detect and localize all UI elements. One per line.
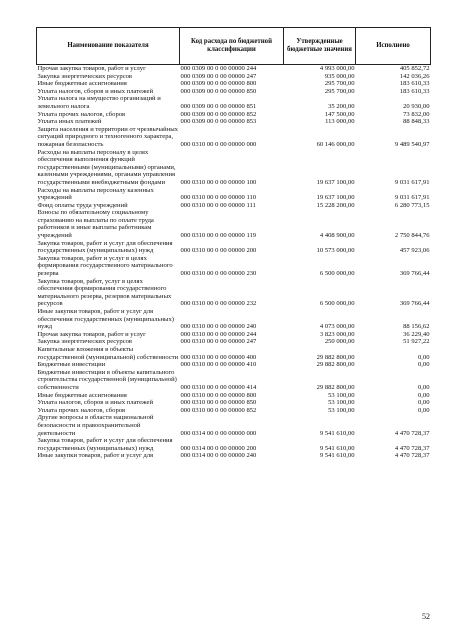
table-row xyxy=(37,399,431,407)
table-row xyxy=(37,308,431,331)
row-indicator-name: Фонд оплаты труда учреждений xyxy=(37,201,128,209)
row-budget-code: 000 0310 00 0 00 00000 119 xyxy=(180,232,257,240)
table-row xyxy=(37,202,431,210)
table-row xyxy=(37,240,431,255)
row-indicator-name: Закупка товаров, работ и услуг для обеспечения государственных (муниципальных) нужд xyxy=(37,239,173,255)
row-budget-code: 000 0310 00 0 00 00000 244 xyxy=(180,330,257,338)
header-budget-code: Код расхода по бюджетной классификации xyxy=(180,28,284,65)
row-budget-code: 000 0310 00 0 00 00000 410 xyxy=(180,361,257,369)
row-executed-value: 4 470 728,37 xyxy=(394,429,430,437)
table-header-row xyxy=(37,28,431,65)
row-approved-value: 295 700,00 xyxy=(324,87,355,95)
row-indicator-name: Взносы по обязательному социальному страхованию на выплаты по оплате труда работников и иные выплаты работникам учреждений xyxy=(37,209,154,240)
table-row xyxy=(37,331,431,339)
row-executed-value: 73 832,00 xyxy=(403,110,430,118)
row-indicator-name: Уплата налогов, сборов и иных платежей xyxy=(37,399,153,407)
row-approved-value: 35 200,00 xyxy=(328,102,355,110)
row-executed-value: 0,00 xyxy=(417,361,430,369)
table-row xyxy=(37,369,431,392)
row-executed-value: 2 750 844,76 xyxy=(394,232,430,240)
row-budget-code: 000 0310 00 0 00 00000 232 xyxy=(180,300,257,308)
row-indicator-name: Закупка товаров, работ и услуг для обеспечения государственных (муниципальных) нужд xyxy=(37,437,173,452)
row-executed-value: 6 280 773,15 xyxy=(394,201,430,209)
row-approved-value: 4 993 000,00 xyxy=(284,65,356,73)
header-indicator-name: Наименование показателя xyxy=(37,28,180,65)
table-row xyxy=(37,88,431,96)
budget-execution-table xyxy=(36,27,431,460)
row-approved-value: 935 000,00 xyxy=(324,72,355,80)
row-indicator-name: Закупка товаров, работ, услуг в целях обеспечения формирования государственного материального резерва, резервов материальных ресурсов xyxy=(37,277,172,308)
table-row xyxy=(37,126,431,149)
row-budget-code: 000 0314 00 0 00 00000 240 xyxy=(180,452,257,460)
row-approved-value: 29 882 800,00 xyxy=(316,353,355,361)
table-row xyxy=(37,414,431,437)
table-row xyxy=(37,407,431,415)
row-executed-value: 9 031 617,91 xyxy=(394,178,430,186)
row-approved-value: 9 541 610,00 xyxy=(319,444,355,452)
row-indicator-name: Уплата прочих налогов, сборов xyxy=(37,406,126,414)
row-approved-value: 15 228 200,00 xyxy=(316,201,355,209)
row-executed-value: 51 927,22 xyxy=(403,338,430,346)
row-budget-code: 000 0310 00 0 00 00000 111 xyxy=(180,201,256,209)
table-row xyxy=(37,111,431,119)
row-budget-code: 000 0310 00 0 00 00000 247 xyxy=(180,338,257,346)
row-budget-code: 000 0314 00 0 00 00000 000 xyxy=(180,429,257,437)
row-indicator-name: Уплата иных платежей xyxy=(37,118,102,126)
row-indicator-name: Закупка энергетических ресурсов xyxy=(37,72,133,80)
row-indicator-name: Уплата прочих налогов, сборов xyxy=(37,110,126,118)
row-budget-code: 000 0310 00 0 00 00000 240 xyxy=(180,323,257,331)
row-approved-value: 295 700,00 xyxy=(324,80,355,88)
row-executed-value: 9 489 540,97 xyxy=(394,140,430,148)
row-executed-value: 142 036,26 xyxy=(399,72,430,80)
row-budget-code: 000 0310 00 0 00 00000 230 xyxy=(180,270,257,278)
table-row xyxy=(37,95,431,110)
row-approved-value: 53 100,00 xyxy=(328,399,355,407)
row-indicator-name: Другие вопросы в области национальной безопасности и правоохранительной деятельности xyxy=(37,414,154,437)
row-indicator-name: Закупка товаров, работ и услуг в целях формирования государственного материального резерва xyxy=(37,254,173,278)
table-row xyxy=(37,65,431,73)
row-approved-value: 3 823 000,00 xyxy=(319,330,355,338)
row-executed-value: 0,00 xyxy=(417,383,430,391)
row-indicator-name: Расходы на выплаты персоналу казенных учреждений xyxy=(37,186,154,202)
row-approved-value: 250 000,00 xyxy=(324,338,355,346)
row-executed-value: 183 610,33 xyxy=(399,87,430,95)
row-budget-code: 000 0310 00 0 00 00000 852 xyxy=(180,406,257,414)
row-budget-code: 000 0310 00 0 00 00000 414 xyxy=(180,383,257,391)
row-indicator-name: Бюджетные инвестиции xyxy=(37,361,106,369)
row-budget-code: 000 0309 00 0 00 00000 852 xyxy=(180,110,257,118)
table-row xyxy=(37,361,431,369)
row-budget-code: 000 0309 00 0 00 00000 800 xyxy=(180,80,257,88)
row-approved-value: 19 637 100,00 xyxy=(316,178,355,186)
row-indicator-name: Защита населения и территории от чрезвычайных ситуаций природного и техногенного характера, пожарная безопасность xyxy=(37,125,178,148)
table-row xyxy=(37,452,431,460)
row-budget-code: 000 0310 00 0 00 00000 100 xyxy=(180,178,257,186)
table-row xyxy=(37,149,431,187)
row-approved-value: 9 541 610,00 xyxy=(319,452,355,460)
row-approved-value: 53 100,00 xyxy=(328,391,355,399)
row-budget-code: 000 0310 00 0 00 00000 400 xyxy=(180,353,257,361)
row-approved-value: 9 541 610,00 xyxy=(319,429,355,437)
row-approved-value: 6 500 000,00 xyxy=(319,270,355,278)
row-budget-code: 000 0310 00 0 00 00000 000 xyxy=(180,140,257,148)
row-approved-value: 6 500 000,00 xyxy=(319,300,355,308)
row-budget-code: 000 0310 00 0 00 00000 800 xyxy=(180,391,257,399)
row-executed-value: 88 156,62 xyxy=(403,323,430,331)
row-approved-value: 147 500,00 xyxy=(324,110,355,118)
table-row xyxy=(37,80,431,88)
row-executed-value: 9 031 617,91 xyxy=(394,194,430,202)
row-executed-value: 36 229,40 xyxy=(403,330,430,338)
row-executed-value: 457 923,06 xyxy=(399,247,430,255)
table-row xyxy=(37,73,431,81)
row-budget-code: 000 0309 00 0 00 00000 850 xyxy=(180,87,257,95)
row-executed-value: 20 930,00 xyxy=(403,102,430,110)
row-executed-value: 369 766,44 xyxy=(399,300,430,308)
row-budget-code: 000 0310 00 0 00 00000 850 xyxy=(180,399,257,407)
row-approved-value: 10 573 000,00 xyxy=(316,247,355,255)
row-approved-value: 113 000,00 xyxy=(325,118,355,126)
row-indicator-name: Капитальные вложения в объекты государственной (муниципальной) собственности xyxy=(37,345,179,361)
header-executed: Исполнено xyxy=(356,28,431,65)
row-executed-value: 4 470 728,37 xyxy=(394,444,430,452)
row-budget-code: 000 0310 00 0 00 00000 110 xyxy=(180,194,257,202)
row-approved-value: 60 146 000,00 xyxy=(316,140,355,148)
table-row xyxy=(37,187,431,202)
row-executed-value: 369 766,44 xyxy=(399,270,430,278)
table-body xyxy=(37,65,431,460)
row-indicator-name: Иные бюджетные ассигнования xyxy=(37,80,127,88)
row-indicator-name: Расходы на выплаты персоналу в целях обеспечения выполнения функций государственными (муниципальными) органами, казенными учреждениями, органами управления государственными внебюджетными фондами xyxy=(37,148,176,186)
row-approved-value: 19 637 100,00 xyxy=(316,194,355,202)
row-indicator-name: Иные закупки товаров, работ и услуг для xyxy=(37,452,154,460)
table-row xyxy=(37,338,431,346)
row-budget-code: 000 0309 00 0 00 00000 244 xyxy=(180,65,284,73)
row-approved-value: 4 408 900,00 xyxy=(319,232,355,240)
row-indicator-name: Иные бюджетные ассигнования xyxy=(37,391,127,399)
row-executed-value: 4 470 728,37 xyxy=(394,452,430,460)
table-row xyxy=(37,346,431,361)
row-indicator-name: Уплата налогов, сборов и иных платежей xyxy=(37,87,153,95)
row-budget-code: 000 0309 00 0 00 00000 853 xyxy=(180,118,257,126)
row-approved-value: 53 100,00 xyxy=(328,406,355,414)
row-approved-value: 29 882 800,00 xyxy=(316,383,355,391)
table-row xyxy=(37,255,431,278)
row-indicator-name: Бюджетные инвестиции в объекты капитального строительства государственной (муниципальной) собственности xyxy=(37,368,177,391)
row-budget-code: 000 0314 00 0 00 00000 200 xyxy=(180,444,257,452)
row-approved-value: 4 073 000,00 xyxy=(319,323,355,331)
table-row xyxy=(37,118,431,126)
page-number: 52 xyxy=(422,612,430,621)
row-executed-value: 183 610,33 xyxy=(399,80,430,88)
row-executed-value: 0,00 xyxy=(417,399,430,407)
row-executed-value: 88 848,33 xyxy=(403,118,430,126)
row-budget-code: 000 0309 00 0 00 00000 247 xyxy=(180,72,257,80)
table-row xyxy=(37,278,431,308)
row-budget-code: 000 0309 00 0 00 00000 851 xyxy=(180,102,257,110)
table-row xyxy=(37,437,431,452)
row-executed-value: 0,00 xyxy=(417,353,430,361)
header-approved-values: Утвержденные бюджетные значения xyxy=(284,28,356,65)
table-row xyxy=(37,392,431,400)
row-executed-value: 0,00 xyxy=(417,406,430,414)
row-executed-value: 0,00 xyxy=(417,391,430,399)
row-approved-value: 29 882 800,00 xyxy=(316,361,355,369)
row-indicator-name: Иные закупки товаров, работ и услуг для обеспечения государственных (муниципальных) нужд xyxy=(37,308,174,331)
table-row xyxy=(37,209,431,239)
row-indicator-name: Закупка энергетических ресурсов xyxy=(37,338,133,346)
row-budget-code: 000 0310 00 0 00 00000 200 xyxy=(180,247,257,255)
row-indicator-name: Прочая закупка товаров, работ и услуг xyxy=(37,65,180,73)
row-indicator-name: Прочая закупка товаров, работ и услуг xyxy=(37,330,146,338)
row-executed-value: 405 852,72 xyxy=(356,65,431,73)
row-indicator-name: Уплата налога на имущество организаций и земельного налога xyxy=(37,95,161,110)
